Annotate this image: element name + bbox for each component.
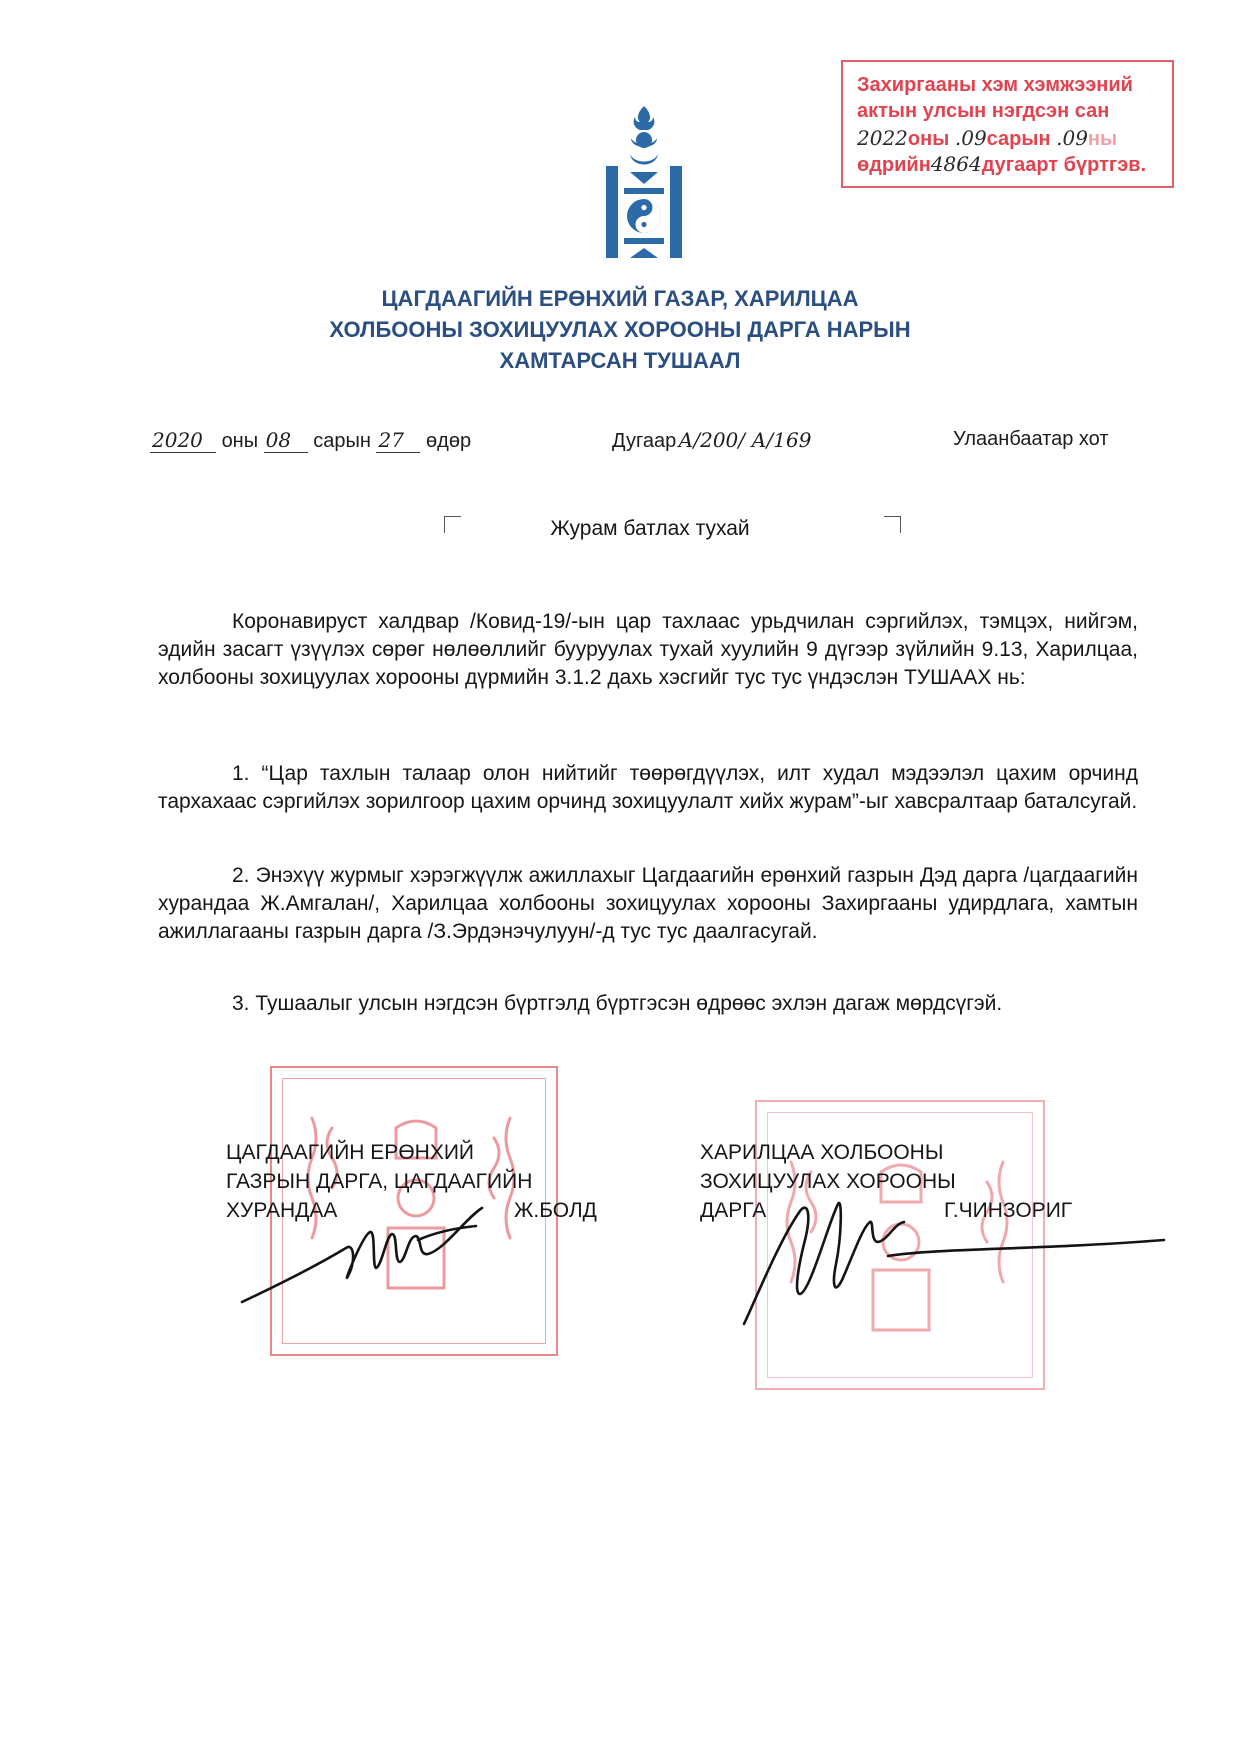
right-signatory-name: Г.ЧИНЗОРИГ <box>944 1199 1073 1222</box>
left-signatory-line-1: ЦАГДААГИЙН ЕРӨНХИЙ <box>226 1141 475 1164</box>
registration-stamp <box>841 60 1174 188</box>
stamp-line-2: актын улсын нэгдсэн сан <box>857 100 1110 122</box>
stamp-month: .09 <box>954 126 987 150</box>
date-year-label: оны <box>221 430 259 452</box>
right-signatory-line-2: ЗОХИЦУУЛАХ ХОРООНЫ <box>700 1170 956 1193</box>
left-signatory-line-3: ХУРАНДАА <box>226 1199 338 1222</box>
order-number-label: Дугаар <box>612 430 677 452</box>
stamp-day-suffix: ны <box>1087 128 1118 150</box>
left-handwritten-signature <box>236 1196 536 1306</box>
stamp-day-label: өдрийн <box>857 154 931 176</box>
soyombo-emblem-icon <box>604 104 684 260</box>
stamp-year: 2022 <box>857 126 908 150</box>
left-signatory-name: Ж.БОЛД <box>514 1199 597 1222</box>
stamp-reg-suffix: дугаарт бүртгэв. <box>981 154 1147 176</box>
clause-3: 3. Тушаалыг улсын нэгдсэн бүртгэлд бүртгэсэн өдрөөс эхлэн дагаж мөрдсүгэй. <box>232 992 1003 1015</box>
date-month-label: сарын <box>313 430 371 452</box>
heading-line-2: ХОЛБООНЫ ЗОХИЦУУЛАХ ХОРООНЫ ДАРГА НАРЫН <box>329 317 911 342</box>
stamp-reg-number: 4864 <box>930 152 982 176</box>
stamp-month-suffix: сарын <box>986 128 1051 150</box>
stamp-line-4 <box>857 152 1146 177</box>
date-day-label: өдөр <box>426 430 472 452</box>
date-year: 2020 <box>150 428 216 453</box>
right-handwritten-signature <box>738 1184 1168 1334</box>
clause-1: 1. “Цар тахлын талаар олон нийтийг төөрөгдүүлэх, илт худал мэдээлэл цахим орчинд тархахаас сэргийлэх зорилгоор цахим орчинд зохицуулалт хийх журам”-ыг хавсралтаар баталсугай. <box>158 762 1138 813</box>
order-number-field <box>612 428 813 453</box>
place-label: Улаанбаатар хот <box>953 428 1109 450</box>
date-day: 27 <box>376 428 420 453</box>
date-month: 08 <box>264 428 308 453</box>
stamp-line-3 <box>857 126 1117 151</box>
left-signatory-line-2: ГАЗРЫН ДАРГА, ЦАГДААГИЙН <box>226 1170 533 1193</box>
heading-line-1: ЦАГДААГИЙН ЕРӨНХИЙ ГАЗАР, ХАРИЛЦАА <box>381 286 859 311</box>
order-number-value: А/200/ А/169 <box>678 428 812 452</box>
intro-paragraph: Коронавируст халдвар /Ковид-19/-ын цар тахлаас урьдчилан сэргийлэх, тэмцэх, нийгэм, эдийн засагт үзүүлэх сөрөг нөлөөллийг бууруулах тухай хуулийн 9 дүгээр зүйлийн 9.13, Харилцаа, холбооны зохицуулах хорооны дүрмийн 3.1.2 дахь хэсгийг тус тус үндэслэн ТУШААХ нь: <box>158 610 1138 689</box>
document-heading <box>220 283 1020 376</box>
right-signatory-line-1: ХАРИЛЦАА ХОЛБООНЫ <box>700 1141 944 1164</box>
clause-2: 2. Энэхүү журмыг хэрэгжүүлж ажиллахыг Цагдаагийн ерөнхий газрын Дэд дарга /цагдаагийн хурандаа Ж.Амгалан/, Харилцаа холбооны зохицуулах хорооны Захиргааны удирдлага, хамтын ажиллагааны газрын дарга /З.Эрдэнэчулуун/-д тус тус даалгасугай. <box>158 864 1138 943</box>
subject-title: Журам батлах тухай <box>550 517 750 540</box>
heading-line-3: ХАМТАРСАН ТУШААЛ <box>499 348 741 373</box>
right-signatory-line-3: ДАРГА <box>700 1199 767 1222</box>
date-field <box>150 428 471 453</box>
stamp-year-suffix: оны <box>907 128 950 150</box>
stamp-line-1: Захиргааны хэм хэмжээний <box>857 74 1133 96</box>
stamp-day: .09 <box>1056 126 1088 150</box>
